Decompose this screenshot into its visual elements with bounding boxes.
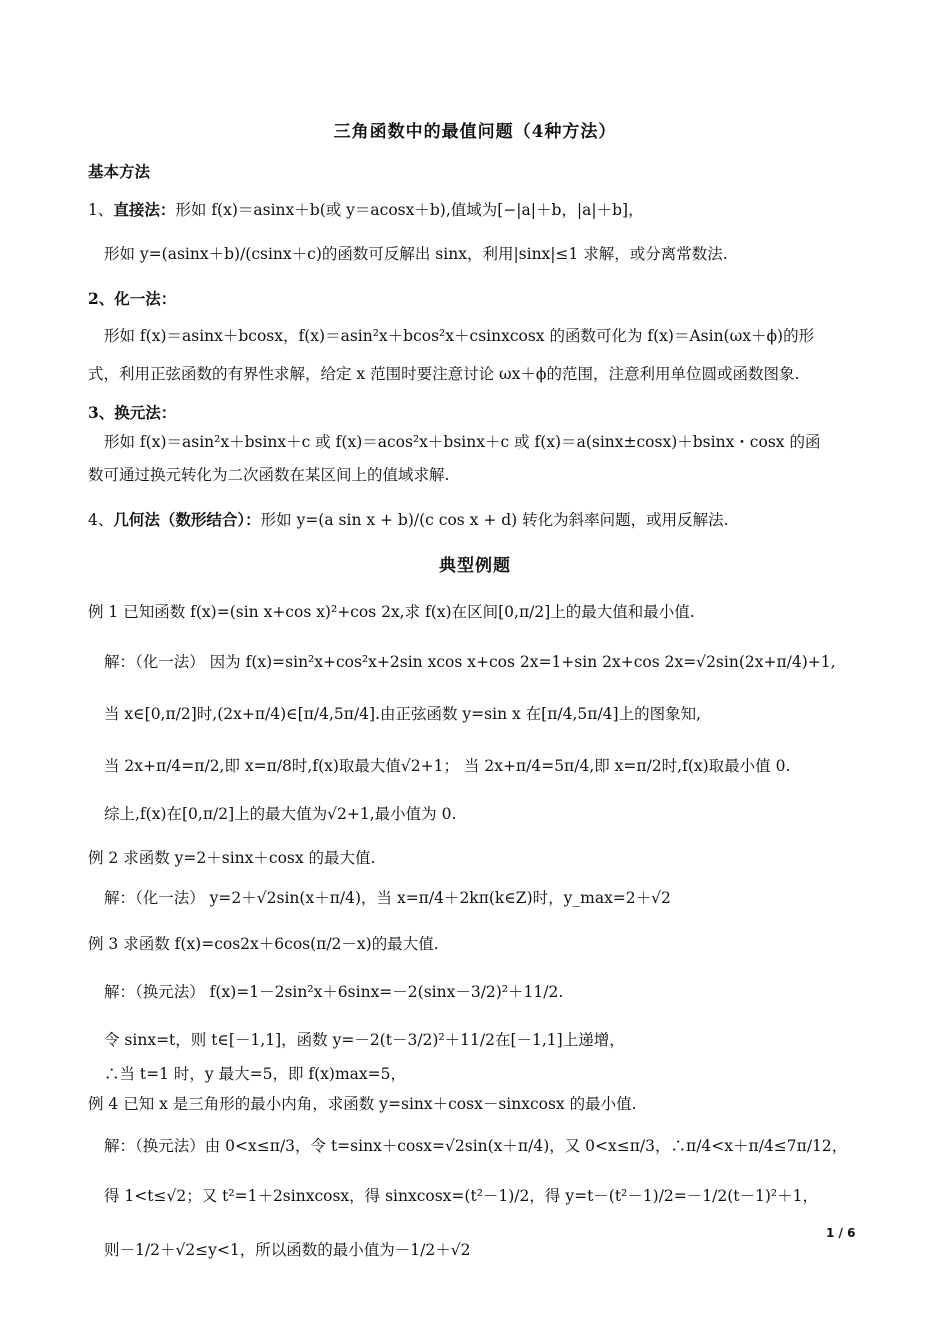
- example-3-solution-3: ∴当 t=1 时，y 最大=5，即 f(x)max=5，: [104, 1065, 406, 1083]
- example-2-question: 例 2 求函数 y=2＋sinx＋cosx 的最大值.: [88, 849, 376, 867]
- method-3-text-2: 数可通过换元转化为二次函数在某区间上的值域求解.: [88, 466, 450, 484]
- example-1-solution-4: 综上,f(x)在[0,π/2]上的最大值为√2+1,最小值为 0.: [104, 805, 457, 823]
- method-1-name: 直接法：: [113, 200, 176, 219]
- page-title: 三角函数中的最值问题（4种方法）: [333, 122, 617, 142]
- method-1: [88, 200, 644, 220]
- example-1-question: 例 1 已知函数 f(x)=(sin x+cos x)²+cos 2x,求 f(x)在区间[0,π/2]上的最大值和最小值.: [88, 603, 695, 621]
- example-4-solution-2: 得 1<t≤√2；又 t²=1＋2sinxcosx，得 sinxcosx=(t²－1)/2，得 y=t－(t²－1)/2=－1/2(t－1)²＋1，: [104, 1187, 818, 1205]
- basic-methods-heading: 基本方法: [88, 162, 151, 181]
- method-4-number: 4、: [88, 511, 114, 529]
- page-number: 1 / 6: [826, 1226, 856, 1240]
- example-1-solution-1: 解：（化一法） 因为 f(x)=sin²x+cos²x+2sin xcos x+cos 2x=1+sin 2x+cos 2x=√2sin(2x+π/4)+1,: [104, 653, 836, 671]
- method-1-text: 形如 f(x)＝asinx＋b(或 y＝acosx＋b),值域为[−|a|＋b，|a|＋b]，: [175, 201, 644, 219]
- method-1-number: 1、: [88, 201, 114, 219]
- example-1-solution-3: 当 2x+π/4=π/2,即 x=π/8时,f(x)取最大值√2+1； 当 2x+π/4=5π/4,即 x=π/2时,f(x)取最小值 0.: [104, 757, 791, 775]
- method-4-name: 几何法（数形结合）：: [113, 510, 261, 529]
- example-3-solution-2: 令 sinx=t，则 t∈[－1,1]，函数 y=－2(t－3/2)²＋11/2在[－1,1]上递增，: [104, 1031, 625, 1049]
- method-3-text: 形如 f(x)＝asin²x＋bsinx＋c 或 f(x)＝acos²x＋bsinx＋c 或 f(x)＝a(sinx±cosx)＋bsinx・cosx 的函: [104, 433, 821, 451]
- method-2-name: 2、化一法：: [88, 289, 177, 308]
- method-1-text-2: 形如 y=(asinx＋b)/(csinx＋c)的函数可反解出 sinx，利用|sinx|≤1 求解，或分离常数法.: [104, 245, 728, 263]
- example-3-solution-1: 解：（换元法） f(x)=1－2sin²x＋6sinx=－2(sinx－3/2)²＋11/2.: [104, 983, 564, 1001]
- method-4-text: 形如 y=(a sin x + b)/(c cos x + d) 转化为斜率问题，或用反解法.: [260, 511, 729, 529]
- method-2-text-2: 式，利用正弦函数的有界性求解，给定 x 范围时要注意讨论 ωx＋ϕ的范围，注意利用单位圆或函数图象.: [88, 365, 800, 383]
- examples-heading: 典型例题: [439, 556, 511, 576]
- example-4-solution-1: 解：（换元法）由 0<x≤π/3，令 t=sinx＋cosx=√2sin(x＋π/4)，又 0<x≤π/3，∴π/4<x＋π/4≤7π/12，: [104, 1137, 848, 1155]
- example-4-solution-3: 则－1/2＋√2≤y<1，所以函数的最小值为－1/2＋√2: [104, 1241, 471, 1259]
- method-3-name: 3、换元法：: [88, 403, 177, 422]
- method-4: [88, 510, 729, 530]
- method-2-text: 形如 f(x)＝asinx＋bcosx，f(x)＝asin²x＋bcos²x＋csinxcosx 的函数可化为 f(x)＝Asin(ωx＋ϕ)的形: [104, 327, 815, 345]
- example-3-question: 例 3 求函数 f(x)=cos2x＋6cos(π/2－x)的最大值.: [88, 935, 439, 953]
- example-4-question: 例 4 已知 x 是三角形的最小内角，求函数 y=sinx＋cosx－sinxcosx 的最小值.: [88, 1095, 637, 1113]
- example-1-solution-2: 当 x∈[0,π/2]时,(2x+π/4)∈[π/4,5π/4].由正弦函数 y=sin x 在[π/4,5π/4]上的图象知,: [104, 705, 702, 723]
- example-2-solution: 解：（化一法） y=2＋√2sin(x＋π/4)，当 x=π/4＋2kπ(k∈Z)时，y_max=2＋√2: [104, 889, 671, 907]
